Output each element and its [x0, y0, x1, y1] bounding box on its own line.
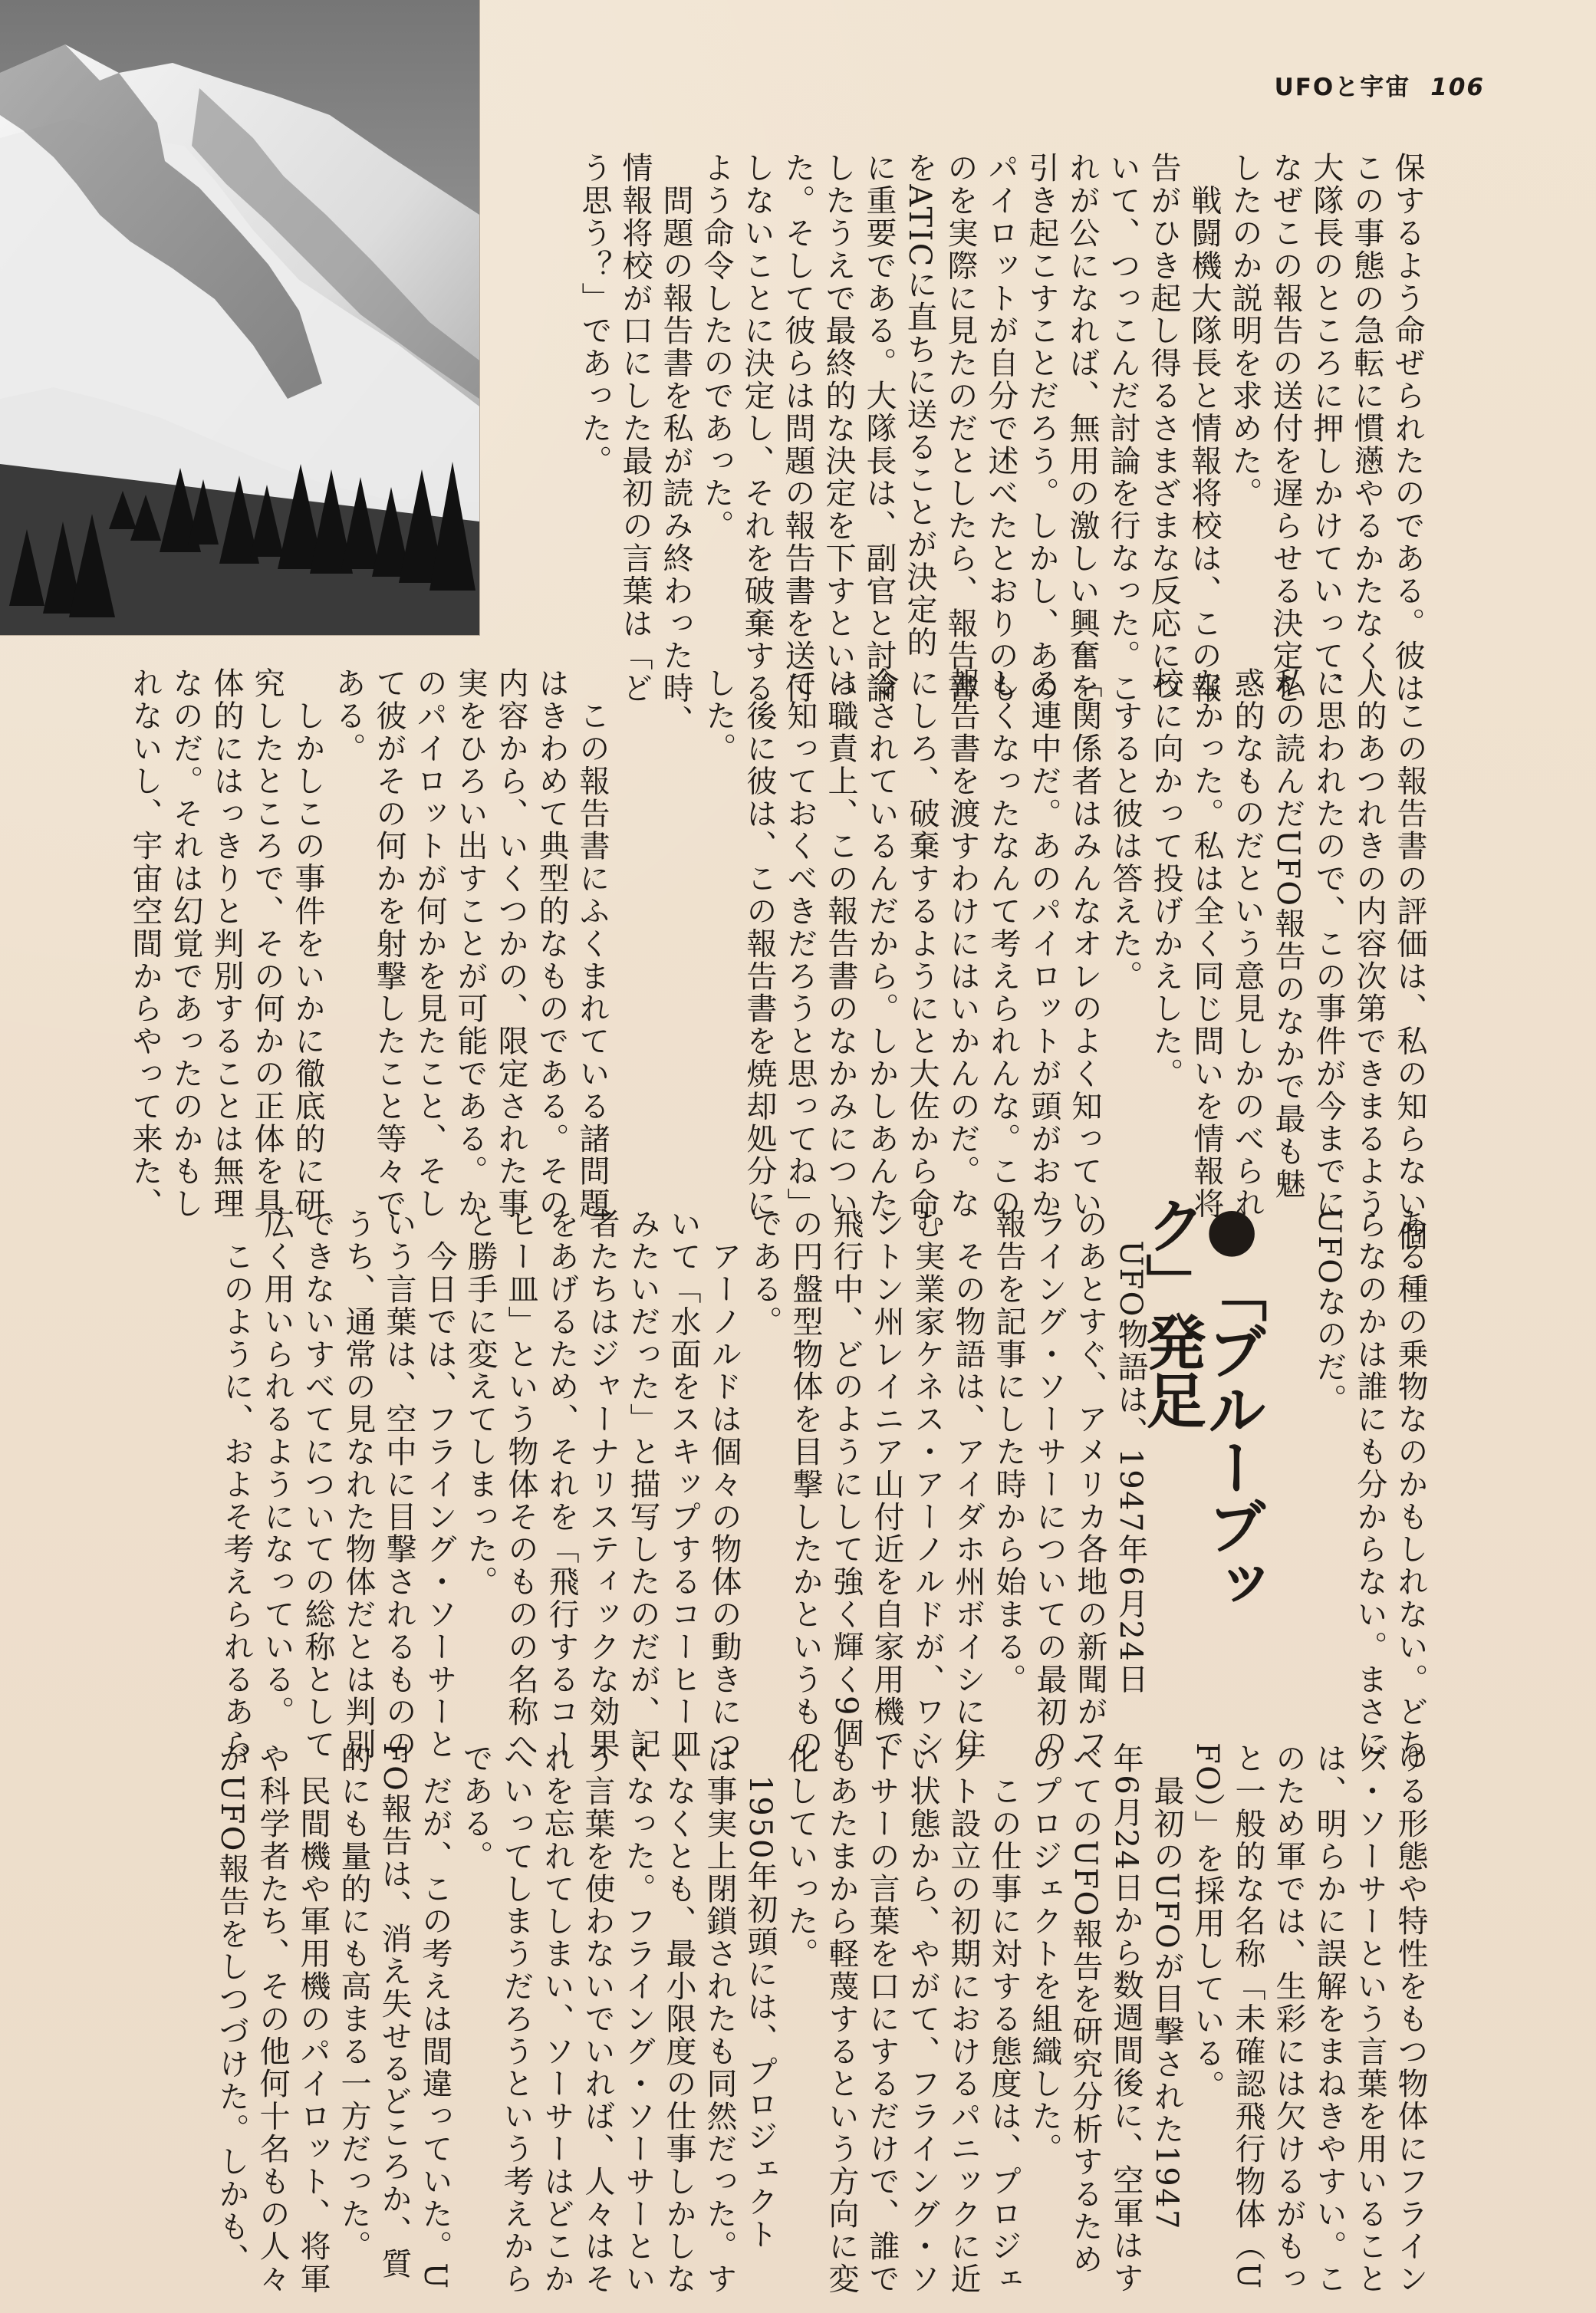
text-column: 保するよう命ぜられたのである。彼は: [1390, 152, 1425, 705]
text-column: ヒー皿」という物体そのものの名称へ: [503, 1208, 538, 1761]
page-number: 106: [1430, 74, 1485, 101]
text-column: した。: [701, 667, 736, 765]
text-column: 今日では、フライング・ソーサーと: [422, 1208, 457, 1761]
text-column: 「関係者はみんなオレのよく知ってい: [1067, 667, 1102, 1220]
text-column: 最初のUFOが目撃された1947: [1149, 1742, 1184, 2231]
text-column: ーサーの言葉を口にするだけで、誰で: [864, 1742, 900, 2295]
text-column: しくなったなんて考えられんな。この: [986, 667, 1021, 1220]
text-column: なぜこの報告の送付を遅らせる決定を: [1268, 152, 1303, 705]
text-column: のパイロットが何かを見たこと、そし: [412, 667, 447, 1220]
text-column: しかしこの事件をいかに徹底的に研: [290, 667, 325, 1220]
text-column: がUFO報告をしつづけた。しかも、: [214, 1742, 249, 2276]
text-column: ライング・ソーサーについての最初の: [1032, 1208, 1067, 1761]
text-column: ある種の乗物なのかもしれない。どち: [1393, 1208, 1428, 1761]
text-column: 私の読んだUFO報告のなかで最も魅: [1270, 667, 1305, 1201]
text-column: くなった。フライング・ソーサーとい: [620, 1742, 656, 2295]
text-column: 告がひき起し得るさまざまな反応につ: [1146, 152, 1181, 705]
text-column: FO）」を採用している。: [1190, 1742, 1225, 2103]
text-column: らなのかは誰にも分からない。まさに、: [1352, 1208, 1387, 1794]
text-column: 年6月24日から数週間後に、空軍はす: [1108, 1742, 1144, 2295]
text-column: いて「水面をスキップするコーヒー皿: [666, 1208, 701, 1761]
snow-mountain-illustration: [0, 0, 479, 635]
text-column: 問題の報告書を私が読み終わった時、: [658, 152, 693, 738]
text-column: のを実際に見たのだとしたら、報告書: [943, 152, 978, 705]
text-column: 令されているんだから。しかしあんた: [864, 667, 899, 1220]
text-column: のあとすぐ、アメリカ各地の新聞がフ: [1072, 1208, 1107, 1761]
text-column: 人的あつれきの内容次第できまるよう: [1351, 667, 1387, 1220]
text-column: む実業家ケネス・アーノルドが、ワシ: [910, 1208, 945, 1761]
text-column: 報告を記事にした時から始まる。: [991, 1208, 1026, 1696]
text-column: て知っておくべきだろうと思ってね」: [782, 667, 818, 1220]
text-column: だが、この考えは間違っていた。U: [417, 1742, 452, 2291]
text-column: る連中だ。あのパイロットが頭がおか: [1026, 667, 1061, 1220]
text-column: 体的にはっきりと判別することは無理: [209, 667, 244, 1220]
text-column: へいってしまうだろうという考えから: [499, 1742, 534, 2295]
text-block-bottom: [90, 1742, 1428, 2295]
text-column: ある。: [331, 667, 366, 765]
text-column: なのだ。それは幻覚であったのかもし: [168, 667, 203, 1220]
text-column: アーノルドは個々の物体の動きにつ: [706, 1208, 742, 1761]
text-column: いて、つっこんだ討論を行なった。こ: [1105, 152, 1140, 705]
text-column: 民間機や軍用機のパイロット、将軍: [295, 1742, 331, 2295]
section-title: UFOと宇宙: [1274, 74, 1411, 101]
text-column: もあたまから軽蔑するという方向に変: [824, 1742, 859, 2295]
text-column: クト設立の初期におけるパニックに近: [946, 1742, 981, 2295]
text-column: の円盤型物体を目撃したかというもの: [788, 1208, 823, 1761]
text-column: 大隊長のところに押しかけていって、: [1308, 152, 1344, 705]
text-column: である。: [458, 1742, 493, 1873]
text-block-lower-middle: [90, 1208, 1148, 1761]
text-column: したうえで最終的な決定を下すといっ: [821, 152, 856, 705]
text-column: て彼がその何かを射撃したこと等々で: [371, 667, 406, 1220]
text-column: FO報告は、消え失せるどころか、質: [377, 1742, 412, 2281]
text-column: UFO物語は、1947年6月24日: [1113, 1208, 1148, 1696]
text-column: にしろ、破棄するようにと大佐から命: [904, 667, 940, 1220]
text-column: グ・ソーサーという言葉を用いること: [1352, 1742, 1387, 2295]
text-block-upper-lower-right: [1311, 1208, 1428, 1794]
text-column: UFOなのだ。: [1311, 1208, 1347, 1416]
text-column: 報告書を渡すわけにはいかんのだ。な: [945, 667, 980, 1220]
text-column: すると彼は答えた。: [1107, 667, 1143, 992]
text-column: ゆる形態や特性をもつ物体にフライン: [1393, 1742, 1428, 2295]
text-column: くなくとも、最小限度の仕事しかしな: [661, 1742, 696, 2295]
text-column: 校に向かって投げかえした。: [1148, 667, 1183, 1091]
text-column: 広く用いられるようになっている。: [259, 1208, 295, 1729]
text-column: この報告書にふくまれている諸問題: [574, 667, 610, 1220]
text-column: 情報将校が口にした最初の言葉は「ど: [617, 152, 653, 705]
text-column: この報告書の評価は、私の知らない個: [1392, 667, 1427, 1253]
text-column: である。: [747, 1208, 782, 1338]
text-column: は、明らかに誤解をまねきやすい。こ: [1311, 1742, 1347, 2295]
text-column: べてのUFO報告を研究分析するため: [1068, 1742, 1103, 2276]
text-column: は職責上、この報告書のなかみについ: [823, 667, 858, 1220]
text-column: この事態の急転に慣懣やるかたなく、: [1349, 152, 1384, 705]
text-column: をあげるため、それを「飛行するコー: [544, 1208, 579, 1761]
text-column: 的にも量的にも高まる一方だった。: [336, 1742, 371, 2263]
text-column: なかった。私は全く同じ問いを情報将: [1189, 667, 1224, 1220]
section-heading: ●「ブルーブッ ク」発足: [1136, 1195, 1266, 1612]
text-column: と勝手に変えてしまった。: [462, 1208, 498, 1598]
text-column: 者たちはジャーナリスティックな効果: [584, 1208, 620, 1761]
text-column: 飛行中、どのようにして強く輝く9個: [828, 1208, 864, 1750]
text-column: のプロジェクトを組織した。: [1027, 1742, 1062, 2166]
text-column: 戦闘機大隊長と情報将校は、この報: [1186, 152, 1222, 705]
text-column: 究したところで、その何かの正体を具: [249, 667, 285, 1220]
text-column: できないすべてについての総称として: [300, 1208, 335, 1761]
text-column: た。そして彼らは問題の報告書を送付: [780, 152, 815, 705]
text-column: をATICに直ちに送ることが決定的: [902, 152, 937, 659]
text-column: うち、通常の見なれた物体だとは判別: [341, 1208, 376, 1761]
text-block-middle-left: [90, 667, 610, 1220]
text-column: う思う？」であった。: [577, 152, 612, 477]
text-column: う言葉を使わないでいれば、人々はそ: [580, 1742, 615, 2295]
text-column: 惑的なものだという意見しかのべられ: [1229, 667, 1265, 1220]
text-column: この仕事に対する態度は、プロジェ: [986, 1742, 1022, 2295]
text-column: はきわめて典型的なものである。その: [534, 667, 569, 1220]
running-header: [1275, 67, 1485, 102]
text-block-top: [513, 152, 1425, 738]
text-column: に重要である。大隊長は、副官と討論: [861, 152, 897, 705]
text-column: 内容から、いくつかの、限定された事: [493, 667, 528, 1220]
text-column: 1950年初頭には、プロジェクト: [742, 1742, 778, 2251]
text-column: い状態から、やがて、フライング・ソ: [905, 1742, 940, 2295]
text-column: ントン州レイニア山付近を自家用機で: [869, 1208, 904, 1761]
text-column: れが公になれば、無用の激しい興奮を: [1065, 152, 1100, 705]
text-column: 引き起こすことだろう。しかし、あの: [1024, 152, 1059, 705]
text-column: その物語は、アイダホ州ボイシに住: [950, 1208, 986, 1761]
text-column: パイロットが自分で述べたとおりのも: [983, 152, 1018, 705]
text-block-middle-right: [630, 667, 1427, 1253]
text-column: と一般的な名称「未確認飛行物体（U: [1230, 1742, 1265, 2291]
text-column: 実をひろい出すことが可能である。か: [452, 667, 488, 1220]
text-column: れを忘れてしまい、ソーサーはどこか: [539, 1742, 574, 2295]
text-column: みたいだった」と描写したのだが、記: [625, 1208, 660, 1761]
text-column: のため軍では、生彩には欠けるがもっ: [1271, 1742, 1306, 2295]
text-column: よう命令したのであった。: [699, 152, 734, 542]
text-column: したのか説明を求めた。: [1227, 152, 1262, 510]
text-column: は事実上閉鎖されたも同然だった。す: [702, 1742, 737, 2295]
text-column: いう言葉は、空中に目撃されるものの: [381, 1208, 416, 1761]
text-column: 化していった。: [783, 1742, 818, 1970]
text-column: しないことに決定し、それを破棄する: [739, 152, 775, 705]
text-column: 後に彼は、この報告書を焼却処分に: [742, 667, 777, 1220]
text-column: や科学者たち、その他何十名もの人々: [255, 1742, 290, 2295]
text-column: に思われたので、この事件が今までに: [1311, 667, 1346, 1220]
text-column: れないし、宇宙空間からやって来た、: [127, 667, 163, 1220]
mountain-photo: [0, 0, 480, 636]
text-column: このように、およそ考えられるあら: [219, 1208, 254, 1761]
